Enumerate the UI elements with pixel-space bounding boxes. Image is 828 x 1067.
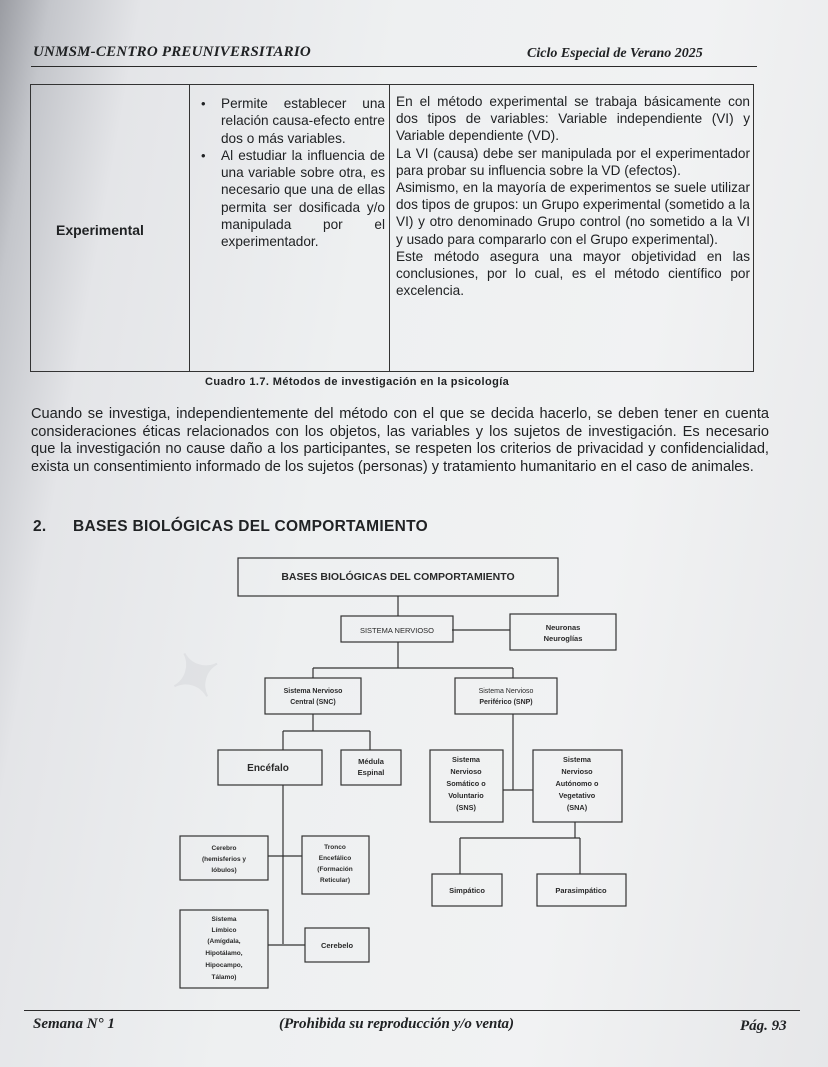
watermark-logo: ✦	[156, 632, 237, 721]
diagram-label: Sistema Nervioso	[478, 688, 534, 695]
diagram-label: Límbico	[211, 927, 237, 934]
diagram-tronco-box	[302, 836, 369, 894]
diagram-label: (Amígdala,	[207, 938, 241, 945]
diagram-root-box	[238, 558, 558, 596]
diagram-label: Nervioso	[561, 767, 593, 776]
diagram-label: SISTEMA NERVIOSO	[359, 626, 435, 635]
diagram-label: Parasimpático	[555, 886, 607, 895]
diagram-label: Nervioso	[450, 767, 482, 776]
diagram-label: Hipocampo,	[205, 962, 243, 969]
diagram-label: Sistema Nervioso	[283, 688, 343, 695]
diagram-label: Médula	[358, 757, 384, 766]
description-paragraph: En el método experimental se trabaja básicamente con dos tipos de variables: Variable independiente (VI) y Variable dependiente (VD).	[396, 94, 750, 144]
diagram-label: lóbulos)	[211, 867, 237, 874]
diagram-nervous-system-box	[341, 616, 453, 642]
diagram-label: Encefálico	[318, 855, 352, 862]
diagram-label: BASES BIOLÓGICAS DEL COMPORTAMIENTO	[281, 571, 515, 583]
diagram-label: Tronco	[324, 844, 346, 851]
diagram-label: Central (SNC)	[290, 699, 336, 706]
diagram-label: Sistema	[563, 755, 591, 764]
diagram-label: Encéfalo	[247, 763, 289, 774]
diagram-label: (SNA)	[566, 803, 588, 812]
section-title: BASES BIOLÓGICAS DEL COMPORTAMIENTO	[73, 518, 428, 535]
description-paragraph: La VI (causa) debe ser manipulada por el experimentador para probar su influencia sobre la VD (efectos).	[396, 145, 750, 178]
diagram-cerebelo-box	[305, 928, 369, 962]
diagram-simpatico-box	[432, 874, 502, 906]
description-paragraph: Asimismo, en la mayoría de experimentos se suele utilizar dos tipos de grupos: un Grupo experimental (sometido a la VI) y otro denominado Grupo control (no sometido a la VI y usado para compararlo con el Grupo experimental).	[396, 180, 750, 247]
feature-bullet: • Permite establecer una relación causa-efecto entre dos o más variables.	[197, 95, 385, 147]
diagram-label: Cerebelo	[320, 941, 354, 950]
diagram-label: Simpático	[449, 886, 485, 895]
diagram-label: Vegetativo	[558, 791, 596, 800]
diagram-label: Sistema	[211, 916, 237, 923]
footer-week: Semana N° 1	[33, 1016, 115, 1032]
diagram-sna-box	[533, 750, 622, 822]
diagram-label: Somático o	[446, 779, 486, 788]
description-paragraph: Este método asegura una mayor objetividad en las conclusiones, por lo cual, es el método científico por excelencia.	[396, 248, 750, 299]
diagram-label: Autónomo o	[555, 779, 599, 788]
diagram-sns-box	[430, 750, 503, 822]
diagram-snc-box	[265, 678, 361, 714]
method-name-cell: Experimental	[56, 222, 144, 238]
diagram-cerebro-box	[180, 836, 268, 880]
diagram-label: (hemisferios y	[201, 856, 247, 863]
table-caption: Cuadro 1.7. Métodos de investigación en la psicología	[205, 376, 510, 388]
header-institution: UNMSM-CENTRO PREUNIVERSITARIO	[33, 44, 311, 60]
diagram-label: Espinal	[357, 768, 385, 777]
section-number: 2.	[33, 518, 47, 535]
diagram-label: Hipotálamo,	[205, 950, 243, 957]
diagram-limbico-box	[180, 910, 268, 988]
footer-notice: (Prohibida su reproducción y/o venta)	[279, 1016, 514, 1032]
diagram-label: Cerebro	[211, 845, 237, 852]
diagram-label: Tálamo)	[211, 974, 237, 981]
diagram-label: Voluntario	[448, 791, 484, 800]
diagram-label: Neuroglías	[543, 634, 583, 643]
footer-page-number: Pág. 93	[740, 1018, 787, 1034]
diagram-label: Sistema	[452, 755, 480, 764]
diagram-cells-box	[510, 614, 616, 650]
diagram-label: (SNS)	[456, 803, 476, 812]
diagram-label: Periférico (SNP)	[479, 699, 533, 706]
diagram-snp-box	[455, 678, 557, 714]
header-cycle: Ciclo Especial de Verano 2025	[527, 46, 703, 61]
ethics-paragraph: Cuando se investiga, independientemente del método con el que se decida hacerlo, se deben tener en cuenta consideraciones éticas relacionados con los objetos, las variables y los sujetos de investigación. Es necesario que la investigación no cause daño a los participantes, se respeten los criterios de privacidad y confidencialidad, exista un consentimiento informado de los sujetos (personas) y tratamiento humanitario en el caso de animales.	[31, 406, 769, 475]
diagram-label: Neuronas	[545, 623, 581, 632]
diagram-label: (Formación	[317, 866, 353, 873]
footer-divider	[24, 1010, 800, 1011]
diagram-parasimpatico-box	[537, 874, 626, 906]
diagram-label: Reticular)	[320, 877, 350, 884]
feature-bullet: • Al estudiar la influencia de una variable sobre otra, es necesario que una de ellas permita ser dosificada y/o manipulada por el experimentador.	[197, 147, 385, 251]
diagram-encefalo-box	[218, 750, 322, 785]
diagram-medula-box	[341, 750, 401, 785]
